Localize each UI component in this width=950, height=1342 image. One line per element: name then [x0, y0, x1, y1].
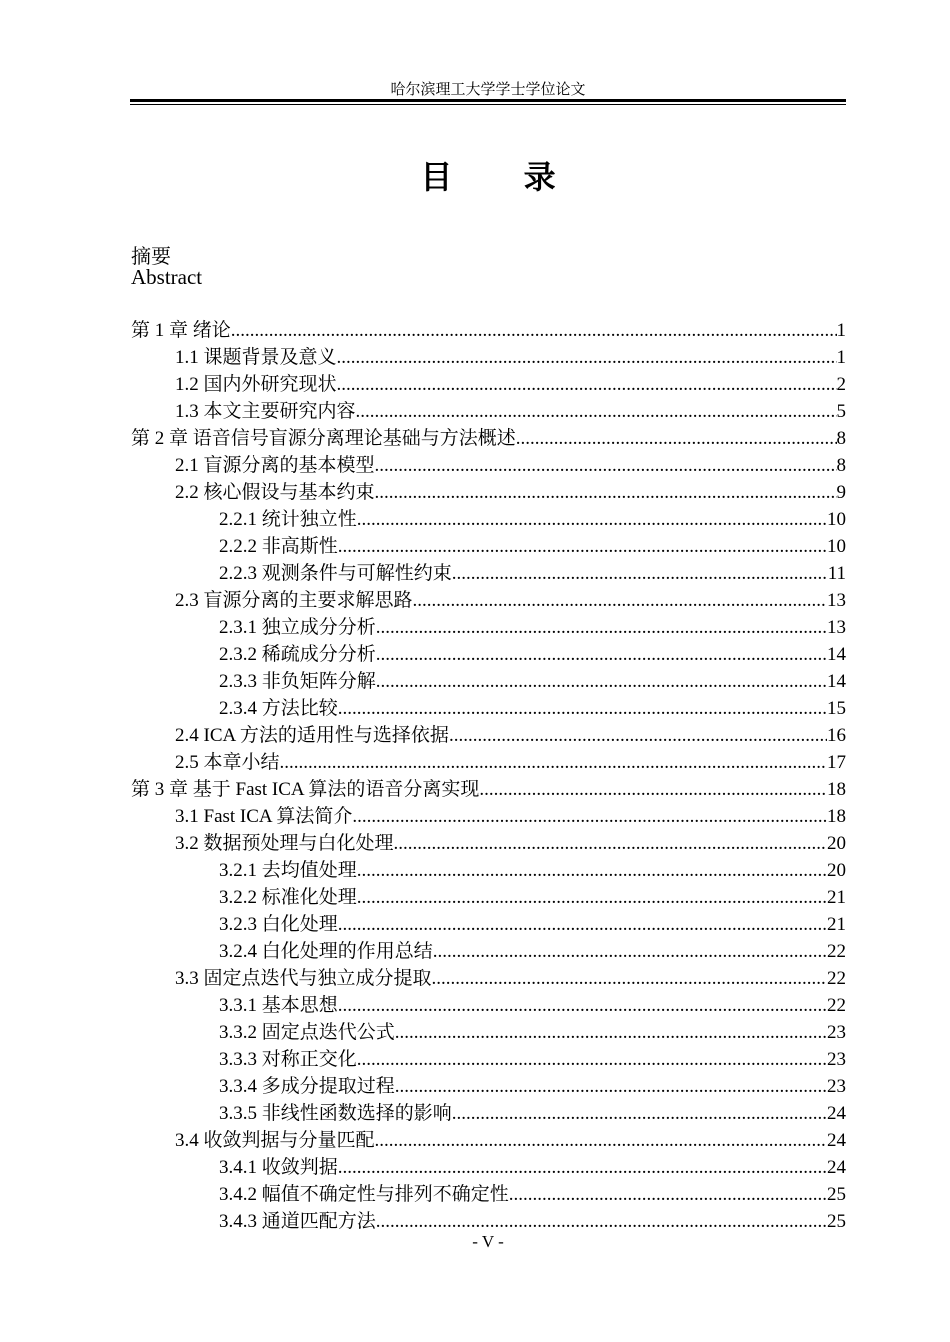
toc-entry-label: 2.2.1 统计独立性	[219, 509, 357, 530]
toc-leader-dots	[395, 1019, 827, 1046]
toc-entry-page: 1	[836, 347, 846, 368]
toc-entry-page: 2	[836, 374, 846, 395]
toc-entry[interactable]	[131, 1019, 846, 1046]
toc-entry-page: 14	[827, 671, 846, 692]
toc-leader-dots	[516, 425, 837, 452]
toc-entry-label: 2.2.3 观测条件与可解性约束	[219, 563, 452, 584]
toc-entry-page: 23	[827, 1049, 846, 1070]
toc-entry[interactable]	[131, 587, 846, 614]
toc-leader-dots	[338, 1154, 827, 1181]
toc-entry-page: 22	[827, 995, 846, 1016]
toc-entry-label: 2.3.4 方法比较	[219, 698, 338, 719]
toc-entry-label: 2.3.3 非负矩阵分解	[219, 671, 376, 692]
toc-abstract-cn: 摘要	[131, 244, 171, 268]
toc-entry-page: 20	[827, 860, 846, 881]
toc-leader-dots	[394, 830, 827, 857]
toc-leader-dots	[376, 668, 827, 695]
toc-entry[interactable]	[131, 398, 846, 425]
toc-leader-dots	[395, 1073, 827, 1100]
toc-leader-dots	[433, 938, 827, 965]
toc-entry[interactable]	[131, 1127, 846, 1154]
toc-entry-label: 2.4 ICA 方法的适用性与选择依据	[175, 725, 449, 746]
toc-entry-page: 25	[827, 1211, 846, 1232]
toc-entry-label: 1.3 本文主要研究内容	[175, 401, 356, 422]
toc-entry-page: 10	[827, 509, 846, 530]
toc-entry-page: 18	[827, 806, 846, 827]
toc-entry-label: 第 2 章 语音信号盲源分离理论基础与方法概述	[131, 428, 516, 449]
toc-leader-dots	[338, 533, 827, 560]
toc-leader-dots	[449, 722, 827, 749]
toc-entry[interactable]	[131, 452, 846, 479]
page-title: 目 录	[420, 158, 586, 196]
toc-leader-dots	[357, 506, 827, 533]
toc-entry[interactable]	[131, 749, 846, 776]
toc-leader-dots	[479, 776, 827, 803]
toc-entry-label: 3.1 Fast ICA 算法简介	[175, 806, 353, 827]
toc-entry[interactable]	[131, 560, 846, 587]
toc-entry-label: 3.3.1 基本思想	[219, 995, 338, 1016]
toc-leader-dots	[375, 1127, 827, 1154]
header-rule-thin	[130, 104, 846, 105]
toc-entry[interactable]	[131, 965, 846, 992]
toc-entry-label: 2.1 盲源分离的基本模型	[175, 455, 375, 476]
table-of-contents	[131, 317, 846, 1235]
toc-leader-dots	[280, 749, 827, 776]
toc-leader-dots	[352, 803, 827, 830]
toc-entry-label: 3.3.4 多成分提取过程	[219, 1076, 395, 1097]
toc-entry-page: 9	[836, 482, 846, 503]
toc-leader-dots	[376, 614, 827, 641]
toc-entry-label: 3.3.3 对称正交化	[219, 1049, 357, 1070]
toc-entry-label: 3.2.4 白化处理的作用总结	[219, 941, 433, 962]
toc-leader-dots	[357, 1046, 827, 1073]
running-header: 哈尔滨理工大学学士学位论文	[390, 82, 586, 98]
toc-entry[interactable]	[131, 1100, 846, 1127]
toc-entry-label: 2.5 本章小结	[175, 752, 280, 773]
toc-entry[interactable]	[131, 1073, 846, 1100]
toc-entry[interactable]	[131, 884, 846, 911]
toc-entry-page: 22	[827, 968, 846, 989]
toc-entry[interactable]	[131, 506, 846, 533]
toc-entry-page: 17	[827, 752, 846, 773]
toc-entry-label: 3.4 收敛判据与分量匹配	[175, 1130, 375, 1151]
page-number: - V -	[472, 1232, 504, 1251]
toc-entry-page: 14	[827, 644, 846, 665]
toc-entry-page: 13	[827, 617, 846, 638]
toc-entry-page: 15	[827, 698, 846, 719]
toc-leader-dots	[338, 992, 827, 1019]
toc-entry-label: 3.2.1 去均值处理	[219, 860, 357, 881]
toc-leader-dots	[413, 587, 827, 614]
toc-entry[interactable]	[131, 641, 846, 668]
toc-entry-page: 23	[827, 1076, 846, 1097]
toc-entry-page: 24	[827, 1103, 846, 1124]
toc-entry[interactable]	[131, 722, 846, 749]
toc-entry-label: 3.4.3 通道匹配方法	[219, 1211, 376, 1232]
toc-entry-page: 8	[836, 428, 846, 449]
toc-entry-page: 23	[827, 1022, 846, 1043]
header-rule-thick	[130, 99, 846, 102]
toc-entry-label: 1.2 国内外研究现状	[175, 374, 337, 395]
toc-leader-dots	[231, 317, 837, 344]
toc-entry[interactable]	[131, 776, 846, 803]
toc-entry-label: 2.3.2 稀疏成分分析	[219, 644, 376, 665]
toc-entry-label: 3.2 数据预处理与白化处理	[175, 833, 394, 854]
toc-entry[interactable]	[131, 533, 846, 560]
toc-leader-dots	[337, 371, 837, 398]
toc-entry-label: 3.3 固定点迭代与独立成分提取	[175, 968, 432, 989]
toc-entry-page: 21	[827, 914, 846, 935]
toc-entry-label: 3.4.1 收敛判据	[219, 1157, 338, 1178]
toc-leader-dots	[356, 398, 837, 425]
toc-entry-page: 21	[827, 887, 846, 908]
toc-entry-page: 22	[827, 941, 846, 962]
toc-entry-label: 2.2 核心假设与基本约束	[175, 482, 375, 503]
toc-entry-label: 3.4.2 幅值不确定性与排列不确定性	[219, 1184, 509, 1205]
toc-leader-dots	[338, 695, 827, 722]
toc-entry-page: 1	[836, 320, 846, 341]
toc-entry[interactable]	[131, 479, 846, 506]
toc-entry-label: 3.2.2 标准化处理	[219, 887, 357, 908]
toc-entry-page: 13	[827, 590, 846, 611]
toc-entry[interactable]	[131, 668, 846, 695]
toc-leader-dots	[376, 1208, 827, 1235]
toc-entry[interactable]	[131, 1208, 846, 1235]
toc-leader-dots	[357, 857, 827, 884]
toc-leader-dots	[376, 641, 827, 668]
toc-entry[interactable]	[131, 992, 846, 1019]
toc-entry-page: 25	[827, 1184, 846, 1205]
toc-leader-dots	[432, 965, 827, 992]
toc-entry-label: 3.3.5 非线性函数选择的影响	[219, 1103, 452, 1124]
toc-entry[interactable]	[131, 938, 846, 965]
toc-leader-dots	[375, 479, 837, 506]
toc-entry-label: 2.2.2 非高斯性	[219, 536, 338, 557]
toc-entry[interactable]	[131, 911, 846, 938]
toc-entry[interactable]	[131, 425, 846, 452]
toc-leader-dots	[509, 1181, 827, 1208]
toc-leader-dots	[452, 1100, 827, 1127]
toc-entry-page: 24	[827, 1157, 846, 1178]
toc-entry-label: 3.2.3 白化处理	[219, 914, 338, 935]
toc-leader-dots	[357, 884, 827, 911]
toc-entry-page: 20	[827, 833, 846, 854]
toc-entry[interactable]	[131, 371, 846, 398]
toc-entry-label: 第 1 章 绪论	[131, 320, 231, 341]
toc-leader-dots	[338, 911, 827, 938]
toc-entry[interactable]	[131, 1154, 846, 1181]
toc-leader-dots	[452, 560, 828, 587]
toc-entry[interactable]	[131, 803, 846, 830]
toc-entry[interactable]	[131, 344, 846, 371]
toc-entry-page: 8	[836, 455, 846, 476]
toc-entry[interactable]	[131, 857, 846, 884]
toc-entry-label: 3.3.2 固定点迭代公式	[219, 1022, 395, 1043]
toc-entry-page: 10	[827, 536, 846, 557]
toc-entry-page: 24	[827, 1130, 846, 1151]
toc-entry-page: 5	[836, 401, 846, 422]
toc-entry-label: 1.1 课题背景及意义	[175, 347, 337, 368]
toc-leader-dots	[375, 452, 837, 479]
toc-entry-page: 11	[827, 563, 846, 584]
toc-entry-label: 2.3.1 独立成分分析	[219, 617, 376, 638]
toc-entry[interactable]	[131, 1181, 846, 1208]
toc-entry[interactable]	[131, 317, 846, 344]
toc-leader-dots	[337, 344, 837, 371]
toc-entry[interactable]	[131, 830, 846, 857]
toc-entry-label: 2.3 盲源分离的主要求解思路	[175, 590, 413, 611]
toc-entry-label: 第 3 章 基于 Fast ICA 算法的语音分离实现	[131, 779, 480, 800]
toc-entry[interactable]	[131, 614, 846, 641]
toc-entry[interactable]	[131, 1046, 846, 1073]
toc-entry-page: 18	[827, 779, 846, 800]
toc-entry[interactable]	[131, 695, 846, 722]
toc-entry-page: 16	[827, 725, 846, 746]
toc-abstract-en: Abstract	[131, 265, 203, 289]
